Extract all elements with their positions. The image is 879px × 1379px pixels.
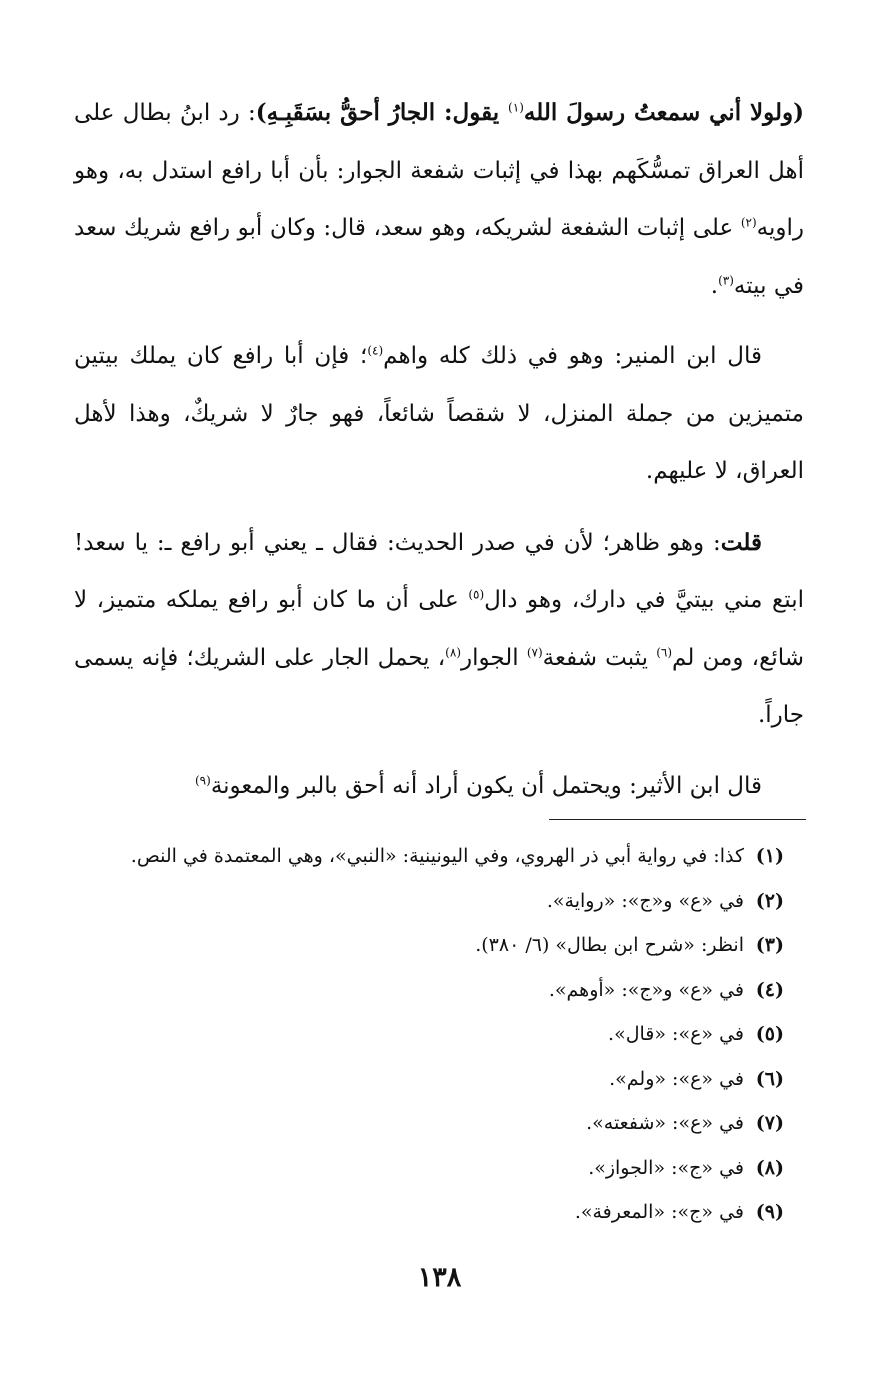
paragraph-3-text-4: الجوار <box>461 644 527 671</box>
footnote-number: (٧) <box>755 1112 784 1134</box>
footnotes <box>90 834 784 1235</box>
footnote-1 <box>90 834 784 879</box>
paragraph-2-text-2: ؛ فإن أبا رافع كان يملك بيتين متميزين من جملة المنزل، لا شقصاً شائعاً، فهو جارٌ لا شريكٌ، وهذا لأهل العراق، لا عليهم. <box>74 343 804 484</box>
footnote-ref-9[interactable]: (٩) <box>194 772 211 787</box>
paragraph-3-text-2: على أن ما كان أبو رافع يملكه متميز، لا شائع، ومن لم <box>74 587 805 671</box>
footnote-7 <box>90 1101 784 1146</box>
paragraph-3-lead: قلت <box>720 528 762 556</box>
paragraph-1 <box>74 84 804 315</box>
footnote-ref-4[interactable]: (٤) <box>367 343 384 358</box>
paragraph-3-text-5: ، يحمل الجار على الشريك؛ فإنه يسمى جاراً. <box>74 644 804 728</box>
footnote-text: في «ج»: «الجواز». <box>588 1156 744 1179</box>
footnote-4 <box>90 968 784 1013</box>
paragraph-1-text-3: . <box>710 272 719 299</box>
footnote-3 <box>90 923 784 968</box>
footnote-ref-6[interactable]: (٦) <box>656 644 673 659</box>
footnote-number: (١) <box>755 845 784 867</box>
paragraph-3-text: : وهو ظاهر؛ لأن في صدر الحديث: فقال ـ يعني أبو رافع ـ: يا سعد! ابتع مني بيتيَّ في دارك، وهو دال <box>74 529 805 613</box>
footnote-9 <box>90 1190 784 1235</box>
footnote-ref-1[interactable]: (١) <box>508 100 524 115</box>
footnote-number: (٢) <box>755 889 784 912</box>
footnote-number: (٣) <box>755 934 784 956</box>
footnote-ref-7[interactable]: (٧) <box>526 644 543 659</box>
footnote-number: (٨) <box>755 1156 784 1179</box>
footnote-text: في «ج»: «المعرفة». <box>574 1201 744 1223</box>
paragraph-4-text: قال ابن الأثير: ويحتمل أن يكون أراد أنه أحق بالبر والمعونة <box>210 772 762 799</box>
footnote-ref-8[interactable]: (٨) <box>445 644 461 659</box>
footnote-text: كذا: في رواية أبي ذر الهروي، وفي اليونينية: «النبي»، وهي المعتمدة في النص. <box>130 845 744 867</box>
page-number: ١٣٨ <box>417 1262 462 1293</box>
paragraph-1-text: : رد ابنُ بطال على أهل العراق تمسُّكَهم بهذا في إثبات شفعة الجوار: بأن أبا رافع استدل به، وهو راويه <box>74 100 804 241</box>
paragraph-1-text-2: على إثبات الشفعة لشريكه، وهو سعد، قال: وكان أبو رافع شريك سعد في بيته <box>74 215 804 299</box>
footnote-number: (٥) <box>755 1023 784 1045</box>
footnote-text: في «ع»: «قال». <box>608 1023 744 1045</box>
footnote-8 <box>90 1146 784 1191</box>
footnote-text: في «ع» و«ج»: «أوهم». <box>548 978 744 1001</box>
footnote-ref-5[interactable]: (٥) <box>468 587 485 602</box>
footnote-separator <box>549 819 806 820</box>
paragraph-2-text: قال ابن المنير: وهو في ذلك كله واهم <box>383 343 762 369</box>
footnote-5 <box>90 1012 784 1057</box>
footnote-text: في «ع» و«ج»: «رواية». <box>546 889 744 912</box>
paragraph-4 <box>74 758 804 816</box>
main-text <box>74 84 804 828</box>
footnote-text: في «ع»: «شفعته». <box>586 1112 744 1134</box>
footnote-text: في «ع»: «ولم». <box>609 1067 744 1090</box>
paragraph-3-text-3: يثبت شفعة <box>542 644 657 671</box>
footnote-ref-2[interactable]: (٢) <box>740 215 757 230</box>
paragraph-2 <box>74 328 804 501</box>
footnote-ref-3[interactable]: (٣) <box>718 272 734 287</box>
footnote-6 <box>90 1057 784 1102</box>
hadith-quote-start: (ولولا أني سمعتُ رسولَ الله <box>523 99 804 126</box>
footnote-number: (٦) <box>755 1067 784 1090</box>
footnote-number: (٩) <box>755 1201 784 1223</box>
hadith-quote-end: يقول: الجارُ أحقُّ بسَقَبِـهِ) <box>255 99 509 126</box>
paragraph-3 <box>74 514 804 745</box>
footnote-number: (٤) <box>755 978 784 1001</box>
footnote-text: انظر: «شرح ابن بطال» (٦/ ٣٨٠). <box>475 934 744 956</box>
footnote-2 <box>90 879 784 924</box>
